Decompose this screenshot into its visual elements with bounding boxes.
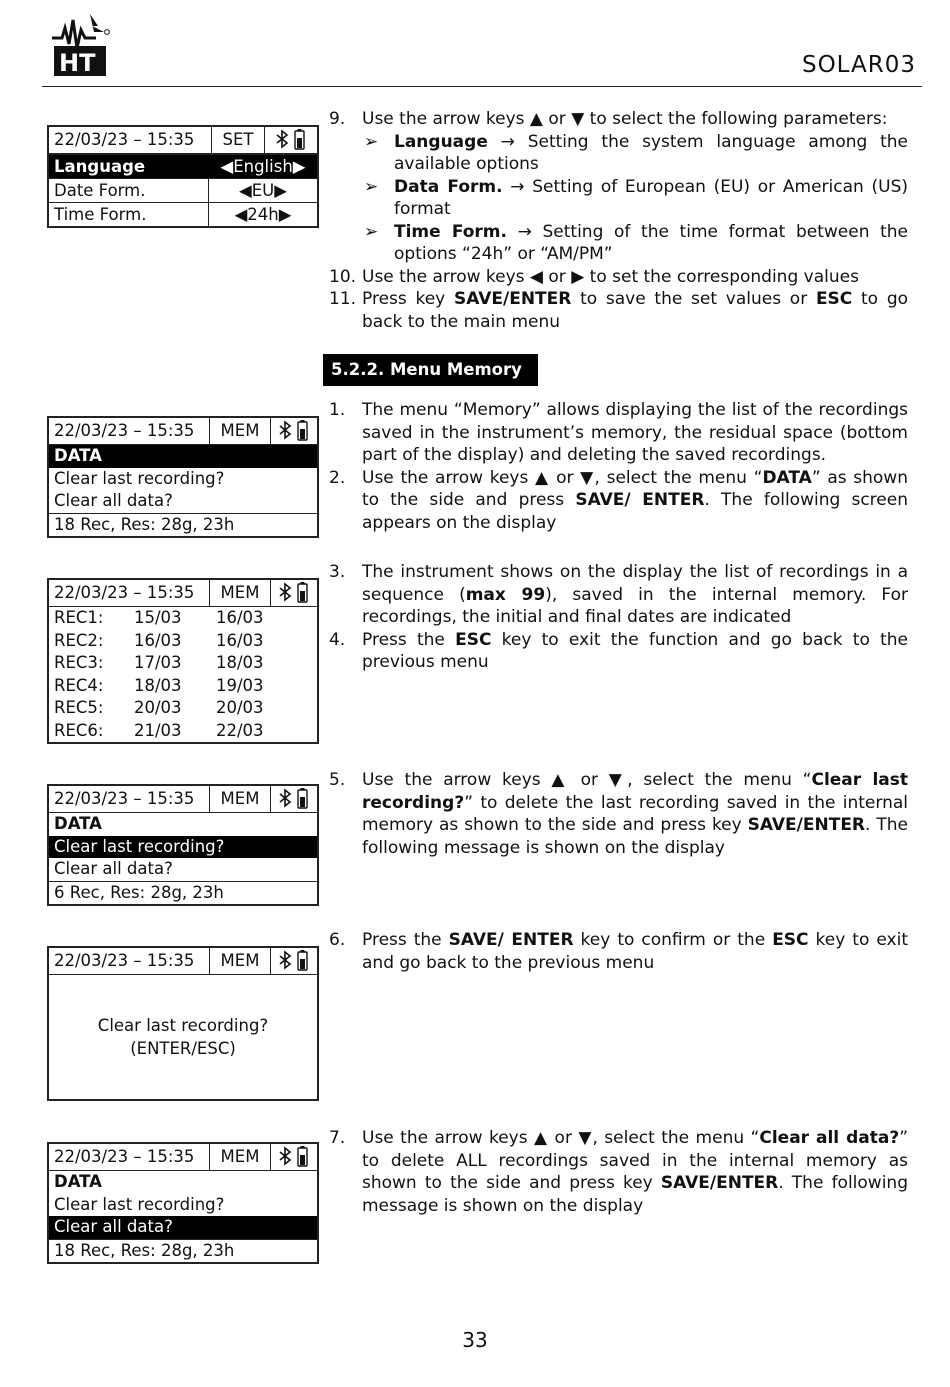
memory-step-6 [329,929,908,974]
record-row: REC3: 17/03 18/03 [54,653,264,672]
record-row: REC1: 15/03 16/03 [54,608,264,627]
bluetooth-battery-icon [264,127,317,153]
memory-step-7 [329,1127,908,1217]
record-list-screen [47,578,319,744]
bluetooth-battery-icon [270,1144,317,1170]
ht-logo [50,8,112,80]
menu-item-clear-all: Clear all data? [54,491,173,510]
clear-last-confirm-screen [47,946,319,1101]
clear-all-menu-screen [47,1142,319,1264]
bluetooth-battery-icon [270,786,317,812]
bluetooth-battery-icon [270,948,317,974]
settings-screen [47,125,319,228]
settings-row-language: Language ◀English▶ [49,154,317,178]
screen-datetime: 22/03/23 – 15:35 [54,421,195,440]
header-divider [42,86,922,87]
section-heading: 5.2.2. Menu Memory [323,354,538,386]
screen-datetime: 22/03/23 – 15:35 [54,1147,195,1166]
screen-mode: MEM [209,1144,270,1170]
memory-status: 18 Rec, Res: 28g, 23h [49,1239,317,1263]
menu-item-clear-all: Clear all data? [49,1216,317,1239]
step-1: 1. The menu “Memory” allows displaying the list of the recordings saved in the instrument’s memory, the residual space (bottom part of the display) and deleting the saved recordings. [329,400,908,465]
confirm-message: Clear last recording? [97,1016,269,1035]
step-6: 6. Press the SAVE/ ENTER key to confirm or the ESC key to exit and go back to the previous menu [329,930,908,973]
record-row: REC2: 16/03 16/03 [54,630,264,650]
step-9-sub-time-format: ➢ Time Form. → Setting of the time format between the options “24h” or “AM/PM” [364,221,908,264]
record-row: REC5: 20/03 20/03 [54,698,264,717]
bluetooth-battery-icon [270,580,317,606]
memory-menu-screen [47,416,319,538]
confirm-keys: (ENTER/ESC) [130,1038,236,1058]
screen-datetime: 22/03/23 – 15:35 [54,789,195,808]
menu-title: DATA [54,814,102,833]
memory-step-5 [329,769,908,859]
screen-mode: MEM [209,418,270,444]
step-7: 7. Use the arrow keys ▲ or ▼, select the menu “Clear all data?” to delete ALL recordings saved in the internal memory as shown to the side and press key SAVE/ENTER. The following message is shown on the display [329,1128,908,1216]
screen-mode: SET [211,127,264,153]
settings-row-time-format: Time Form. ◀24h▶ [49,202,317,226]
step-9: 9. Use the arrow keys ▲ or ▼ to select the following parameters: [329,109,888,129]
bluetooth-battery-icon [270,418,317,444]
settings-steps [329,108,909,333]
screen-mode: MEM [209,786,270,812]
memory-steps-1-2 [329,399,908,534]
clear-last-menu-screen [47,784,319,906]
menu-title: DATA [54,1172,102,1191]
record-row: REC6: 21/03 22/03 [54,720,264,740]
step-9-sub-language: ➢ Language → Setting the system language among the available options [364,131,908,174]
menu-item-clear-last: Clear last recording? [49,836,317,859]
memory-status: 18 Rec, Res: 28g, 23h [49,513,317,537]
settings-row-date-format: Date Form. ◀EU▶ [49,178,317,202]
menu-item-clear-last: Clear last recording? [54,468,225,488]
step-10: 10. Use the arrow keys ◀ or ▶ to set the corresponding values [329,266,859,287]
step-2: 2. Use the arrow keys ▲ or ▼, select the menu “DATA” as shown to the side and press SAVE/ ENTER. The following screen appears on the display [329,467,908,533]
menu-title: DATA [49,445,317,468]
memory-status: 6 Rec, Res: 28g, 23h [49,881,317,905]
screen-mode: MEM [209,948,270,974]
step-3: 3. The instrument shows on the display the list of recordings in a sequence (max 99), saved in the internal memory. For recordings, the initial and final dates are indicated [329,562,908,627]
step-5: 5. Use the arrow keys ▲ or ▼, select the menu “Clear last recording?” to delete the last recording saved in the internal memory as shown to the side and press key SAVE/ENTER. The following message is shown on the display [329,770,908,858]
screen-datetime: 22/03/23 – 15:35 [54,583,195,602]
step-9-sub-date-format: ➢ Data Form. → Setting of European (EU) or American (US) format [364,176,908,219]
screen-datetime: 22/03/23 – 15:35 [54,951,195,970]
menu-item-clear-all: Clear all data? [54,859,173,878]
svg-text:HT: HT [59,49,96,77]
memory-steps-3-4 [329,561,908,674]
screen-mode: MEM [209,580,270,606]
menu-item-clear-last: Clear last recording? [54,1194,225,1214]
model-name: SOLAR03 [801,52,916,78]
record-row: REC4: 18/03 19/03 [54,675,264,695]
screen-datetime: 22/03/23 – 15:35 [54,130,195,149]
step-4: 4. Press the ESC key to exit the function and go back to the previous menu [329,629,908,672]
page-number: 33 [462,1328,488,1352]
step-11: 11. Press key SAVE/ENTER to save the set values or ESC to go back to the main menu [329,289,909,332]
